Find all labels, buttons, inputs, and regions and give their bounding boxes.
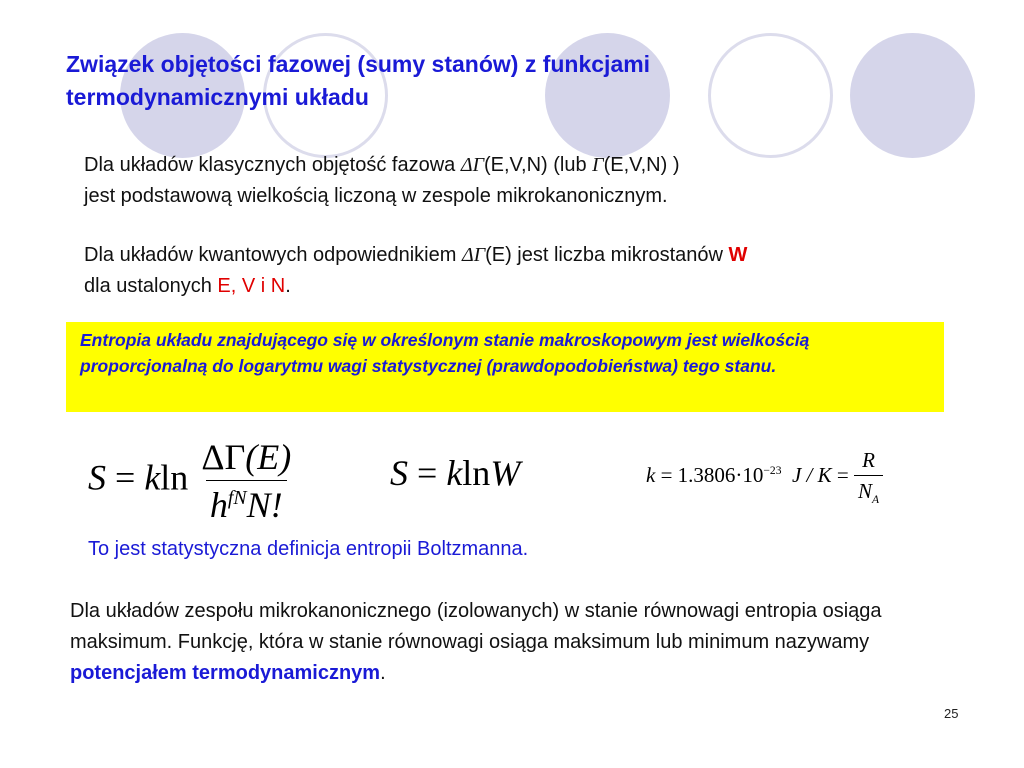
f1-exp: fN <box>227 487 247 509</box>
microstates-w: W <box>728 244 748 266</box>
page-number: 25 <box>944 706 959 721</box>
formula-entropy-classical <box>88 436 295 526</box>
f3-value: 1.3806·10 <box>677 462 764 487</box>
para2-text-b: (E) jest liczba mikrostanów <box>485 244 729 266</box>
para3-end: . <box>380 662 386 684</box>
f1-s: S <box>88 457 106 498</box>
f3-fraction <box>854 448 883 506</box>
thermodynamic-potential-term: potencjałem termodynamicznym <box>70 662 381 684</box>
para1-line2: jest podstawową wielkością liczoną w zespole mikrokanonicznym. <box>84 185 668 207</box>
f1-denominator <box>206 480 287 526</box>
f3-eq: = <box>660 462 673 487</box>
f3-unit: J / K <box>791 462 832 487</box>
para1-text-b: (E,V,N) (lub <box>483 154 593 176</box>
f1-h: h <box>209 485 228 525</box>
f3-na <box>854 475 883 506</box>
f2-k: k <box>446 453 463 493</box>
formula-boltzmann-constant <box>646 448 883 506</box>
entropy-highlight-box <box>66 322 944 412</box>
f1-fraction <box>197 436 295 526</box>
f3-eq2: = <box>836 462 849 487</box>
para2-line2-a: dla ustalonych <box>84 275 218 297</box>
f3-n: N <box>858 479 873 503</box>
f2-w: W <box>490 453 521 493</box>
para1-text-a: Dla układów klasycznych objętość fazowa <box>84 154 461 176</box>
f2-ln: ln <box>462 453 491 493</box>
para3-text: Dla układów zespołu mikrokanonicznego (izolowanych) w stanie równowagi entropia osiąga maksimum. Funkcję, która w stanie równowagi osiąga maksimum lub minimum nazywamy <box>70 600 882 653</box>
f2-eq: = <box>417 453 438 493</box>
delta-gamma-symbol: ΔΓ <box>460 154 484 176</box>
gamma-symbol: Γ <box>592 154 604 176</box>
f3-r: R <box>862 448 875 472</box>
f3-exp: −23 <box>763 464 782 477</box>
paragraph-potential <box>70 596 970 689</box>
f1-eq: = <box>115 457 136 498</box>
f3-k: k <box>646 462 656 487</box>
f3-sub-a: A <box>872 494 880 507</box>
f1-numerator <box>197 436 295 480</box>
decor-circle-3 <box>850 33 975 158</box>
formula-entropy-boltzmann <box>390 452 520 494</box>
delta-gamma-symbol-2: ΔΓ <box>461 244 486 266</box>
entropy-highlight-text: Entropia układu znajdującego się w określonym stanie makroskopowym jest wielkością proporcjonalną do logarytmu wagi statystycznej (prawdopodobieństwa) tego stanu. <box>80 330 810 376</box>
paragraph-classical <box>84 150 964 212</box>
para2-line2-b: . <box>285 275 291 297</box>
fixed-evn: E, V i N <box>217 275 286 297</box>
para1-text-c: (E,V,N) ) <box>603 154 680 176</box>
para2-text-a: Dla układów kwantowych odpowiednikiem <box>84 244 462 266</box>
boltzmann-definition: To jest statystyczna definicja entropii Boltzmanna. <box>88 538 529 560</box>
f1-k: k <box>144 457 161 498</box>
paragraph-quantum <box>84 240 964 302</box>
f1-ln: ln <box>160 457 189 498</box>
f1-nfact: N! <box>246 485 283 525</box>
f2-s: S <box>390 453 408 493</box>
f1-delta-gamma: ΔΓ <box>201 437 246 477</box>
slide-title: Związek objętości fazowej (sumy stanów) z funkcjami termodynamicznymi układu <box>66 51 651 110</box>
f1-arg: (E) <box>245 437 292 477</box>
